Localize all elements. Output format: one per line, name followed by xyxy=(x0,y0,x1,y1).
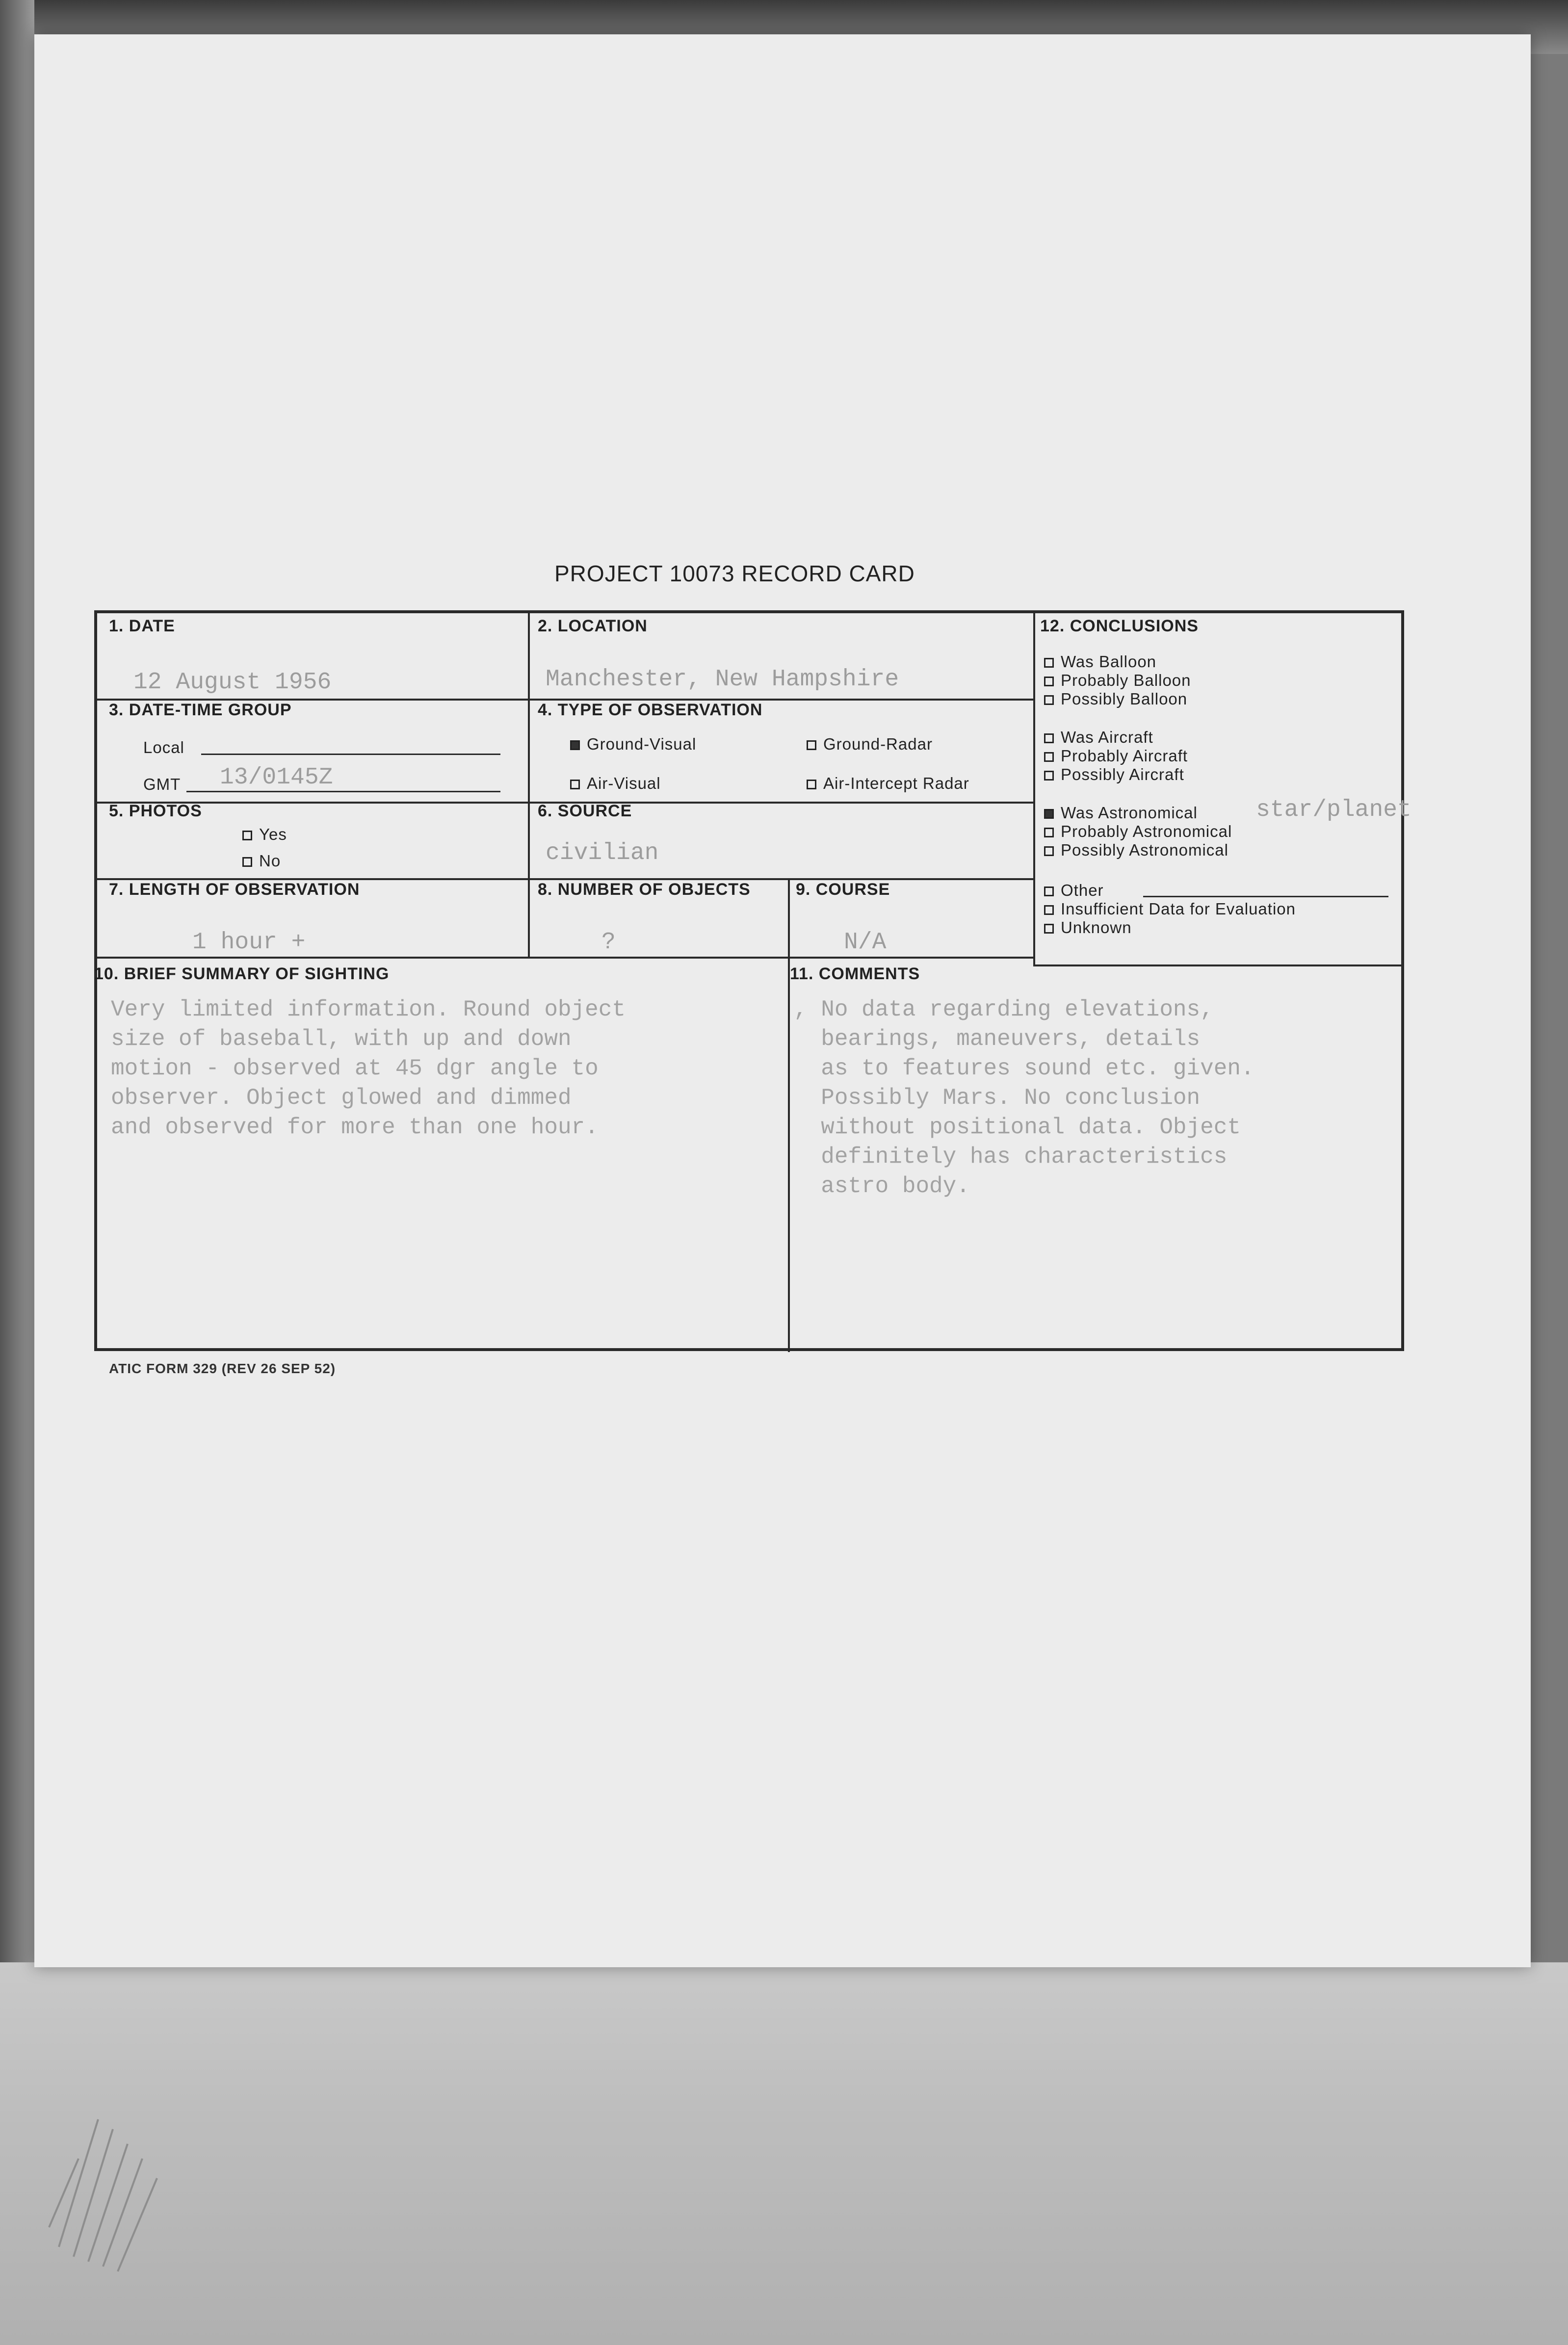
summary-label: 10. BRIEF SUMMARY OF SIGHTING xyxy=(94,964,390,983)
air-visual-label: Air-Visual xyxy=(587,774,661,792)
conclusion-checkbox[interactable] xyxy=(1044,771,1054,781)
conclusion-label: Insufficient Data for Evaluation xyxy=(1061,900,1296,918)
card-title: PROJECT 10073 RECORD CARD xyxy=(554,561,915,586)
conclusion-item[interactable] xyxy=(1044,881,1104,900)
conclusion-label: Was Balloon xyxy=(1061,652,1157,671)
conclusion-label: Was Aircraft xyxy=(1061,728,1153,746)
conclusion-label: Unknown xyxy=(1061,918,1132,937)
location-label: 2. LOCATION xyxy=(538,617,648,635)
number-of-objects-label: 8. NUMBER OF OBJECTS xyxy=(538,880,751,899)
photos-yes-label: Yes xyxy=(259,825,287,843)
conclusion-item[interactable] xyxy=(1044,822,1232,841)
ground-visual-option[interactable] xyxy=(570,735,696,754)
comments-text: , No data regarding elevations, bearings, maneuvers, details as to features sound etc. given. Possibly Mars. No conclusion without positional data. Object definitely has characteristics astro body. xyxy=(794,997,1254,1199)
ground-radar-option[interactable] xyxy=(807,735,933,754)
conclusion-label: Probably Aircraft xyxy=(1061,747,1188,765)
gmt-value: 13/0145Z xyxy=(220,764,333,791)
conclusion-checkbox[interactable] xyxy=(1044,752,1054,762)
conclusion-item[interactable] xyxy=(1044,804,1198,822)
length-value: 1 hour + xyxy=(192,929,306,956)
conclusion-item[interactable] xyxy=(1044,671,1191,690)
divider xyxy=(528,613,530,958)
divider xyxy=(1033,613,1035,965)
conclusion-item[interactable] xyxy=(1044,652,1156,671)
conclusion-checkbox[interactable] xyxy=(1044,905,1054,915)
air-intercept-radar-label: Air-Intercept Radar xyxy=(823,774,969,792)
local-line xyxy=(201,754,500,755)
course-value: N/A xyxy=(844,929,887,956)
gmt-label: GMT xyxy=(143,775,181,793)
conclusion-item[interactable] xyxy=(1044,765,1184,784)
course-label: 9. COURSE xyxy=(796,880,890,899)
conclusion-checkbox-checked[interactable] xyxy=(1044,809,1054,819)
photos-label: 5. PHOTOS xyxy=(109,802,202,820)
conclusion-item[interactable] xyxy=(1044,690,1187,708)
date-value: 12 August 1956 xyxy=(133,669,332,696)
air-intercept-radar-checkbox[interactable] xyxy=(807,780,816,789)
location-value: Manchester, New Hampshire xyxy=(546,666,899,693)
conclusion-label: Probably Balloon xyxy=(1061,671,1191,689)
conclusion-item[interactable] xyxy=(1044,900,1296,918)
form-footer: ATIC FORM 329 (REV 26 SEP 52) xyxy=(109,1361,336,1376)
conclusion-item[interactable] xyxy=(1044,841,1228,860)
local-label: Local xyxy=(143,738,184,756)
film-scratch-marks xyxy=(39,2100,196,2286)
conclusions-label: 12. CONCLUSIONS xyxy=(1040,617,1199,635)
ground-radar-checkbox[interactable] xyxy=(807,740,816,750)
conclusion-checkbox[interactable] xyxy=(1044,846,1054,856)
conclusion-label: Other xyxy=(1061,881,1104,899)
conclusion-checkbox[interactable] xyxy=(1044,828,1054,837)
gmt-line xyxy=(186,791,500,792)
conclusion-checkbox[interactable] xyxy=(1044,886,1054,896)
divider xyxy=(788,957,1034,959)
date-label: 1. DATE xyxy=(109,617,175,635)
ground-visual-label: Ground-Visual xyxy=(587,735,697,753)
ground-radar-label: Ground-Radar xyxy=(823,735,933,753)
conclusion-checkbox[interactable] xyxy=(1044,695,1054,705)
photos-no-label: No xyxy=(259,852,281,870)
conclusion-item[interactable] xyxy=(1044,747,1188,765)
conclusion-label: Probably Astronomical xyxy=(1061,822,1232,840)
air-visual-option[interactable] xyxy=(570,774,661,793)
source-label: 6. SOURCE xyxy=(538,802,632,820)
air-visual-checkbox[interactable] xyxy=(570,780,580,789)
conclusion-label: Was Astronomical xyxy=(1061,804,1198,822)
astro-note: star/planet xyxy=(1256,797,1411,823)
photos-yes-checkbox[interactable] xyxy=(242,831,252,840)
air-intercept-radar-option[interactable] xyxy=(807,774,969,793)
conclusion-label: Possibly Astronomical xyxy=(1061,841,1228,859)
conclusion-checkbox[interactable] xyxy=(1044,677,1054,686)
photos-no-option[interactable] xyxy=(242,852,281,870)
film-background xyxy=(0,1962,1568,2345)
conclusion-checkbox[interactable] xyxy=(1044,733,1054,743)
source-value: civilian xyxy=(546,840,659,866)
conclusion-label: Possibly Aircraft xyxy=(1061,765,1184,783)
other-line xyxy=(1143,896,1388,897)
comments-label: 11. COMMENTS xyxy=(790,964,920,983)
conclusion-label: Possibly Balloon xyxy=(1061,690,1188,708)
length-label: 7. LENGTH OF OBSERVATION xyxy=(109,880,360,899)
observation-type-label: 4. TYPE OF OBSERVATION xyxy=(538,701,763,719)
conclusion-checkbox[interactable] xyxy=(1044,924,1054,934)
number-of-objects-value: ? xyxy=(601,929,616,956)
conclusion-item[interactable] xyxy=(1044,918,1132,937)
summary-text: Very limited information. Round object size of baseball, with up and down motion - observed at 45 dgr angle to observer. Object glowed and dimmed and observed for more than one hour. xyxy=(111,997,626,1140)
divider xyxy=(1033,964,1404,966)
photos-yes-option[interactable] xyxy=(242,825,287,844)
photos-no-checkbox[interactable] xyxy=(242,857,252,867)
ground-visual-checkbox[interactable] xyxy=(570,740,580,750)
divider xyxy=(788,878,790,1352)
conclusion-checkbox[interactable] xyxy=(1044,658,1054,668)
conclusion-item[interactable] xyxy=(1044,728,1153,747)
dtg-label: 3. DATE-TIME GROUP xyxy=(109,701,292,719)
